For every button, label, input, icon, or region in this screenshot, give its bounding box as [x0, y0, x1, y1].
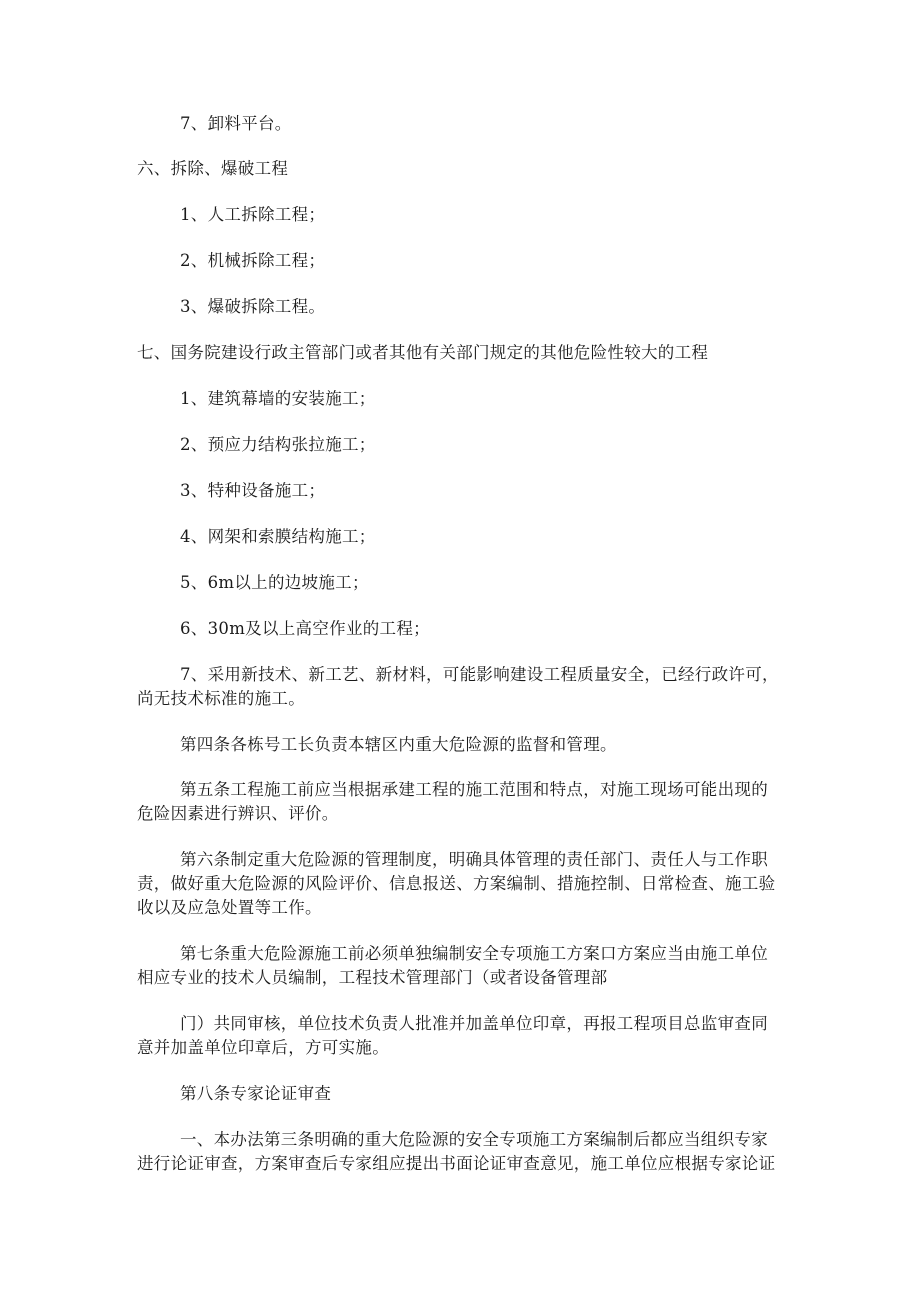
- paragraph-line: 一、本办法第三条明确的重大危险源的安全专项施工方案编制后都应当组织专家: [180, 1130, 768, 1149]
- paragraph-article-6: [137, 848, 775, 920]
- list-item-6-2: 2、机械拆除工程；: [180, 251, 326, 270]
- list-item-7-1: 1、建筑幕墙的安装施工；: [180, 389, 376, 408]
- paragraph-article-7: [137, 942, 768, 990]
- paragraph-list-item-7-7: [137, 663, 779, 711]
- paragraph-line: 进行论证审查，方案审查后专家组应提出书面论证审查意见，施工单位应根据专家论证: [137, 1154, 776, 1173]
- paragraph-line: 7、采用新技术、新工艺、新材料，可能影响建设工程质量安全，已经行政许可，: [180, 665, 779, 684]
- list-item-7-unloading-platform: 7、卸料平台。: [180, 114, 292, 133]
- paragraph-article-5: [137, 778, 768, 826]
- list-item-7-5: 5、6m以上的边坡施工；: [180, 573, 369, 592]
- paragraph-article-8: [137, 1082, 331, 1106]
- paragraph-line: 危险因素进行辨识、评价。: [137, 804, 339, 823]
- paragraph-article-8-item-1: [137, 1128, 775, 1176]
- paragraph-article-4: [137, 733, 617, 757]
- list-item-7-3: 3、特种设备施工；: [180, 481, 326, 500]
- paragraph-line: 相应专业的技术人员编制，工程技术管理部门（或者设备管理部: [137, 968, 608, 987]
- paragraph-line: 收以及应急处置等工作。: [137, 898, 322, 917]
- paragraph-line: 第五条工程施工前应当根据承建工程的施工范围和特点，对施工现场可能出现的: [180, 780, 768, 799]
- paragraph-line: 门）共同审核，单位技术负责人批准并加盖单位印章，再报工程项目总监审查同: [180, 1014, 768, 1033]
- paragraph-line: 责，做好重大危险源的风险评价、信息报送、方案编制、措施控制、日常检查、施工验: [137, 874, 776, 893]
- list-item-7-2: 2、预应力结构张拉施工；: [180, 435, 376, 454]
- list-item-6-1: 1、人工拆除工程；: [180, 205, 326, 224]
- paragraph-line: 尚无技术标准的施工。: [137, 689, 305, 708]
- list-item-7-6: 6、30m及以上高空作业的工程；: [180, 619, 430, 638]
- paragraph-line: 第四条各栋号工长负责本辖区内重大危险源的监督和管理。: [180, 735, 617, 754]
- paragraph-line: 第六条制定重大危险源的管理制度，明确具体管理的责任部门、责任人与工作职: [180, 850, 768, 869]
- paragraph-article-7-continued: [137, 1012, 768, 1060]
- paragraph-line: 第八条专家论证审查: [180, 1084, 332, 1103]
- paragraph-line: 意并加盖单位印章后，方可实施。: [137, 1038, 389, 1057]
- list-item-7-4: 4、网架和索膜结构施工；: [180, 527, 376, 546]
- section-heading-6: 六、拆除、爆破工程: [137, 159, 289, 178]
- list-item-6-3: 3、爆破拆除工程。: [180, 297, 326, 316]
- paragraph-line: 第七条重大危险源施工前必须单独编制安全专项施工方案口方案应当由施工单位: [180, 944, 768, 963]
- section-heading-7: 七、国务院建设行政主管部门或者其他有关部门规定的其他危险性较大的工程: [137, 343, 709, 362]
